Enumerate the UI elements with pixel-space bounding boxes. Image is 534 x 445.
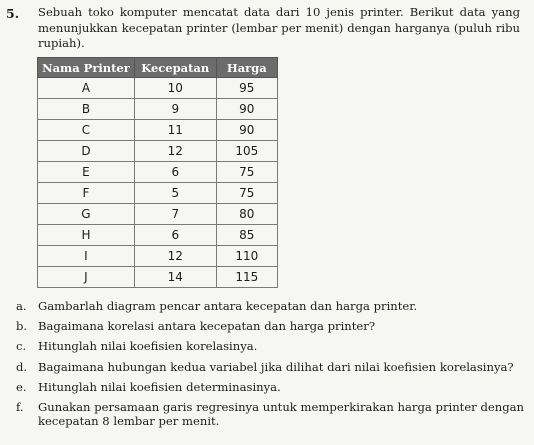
question-letter: e. <box>16 380 27 394</box>
printer-name-cell: A <box>38 78 135 99</box>
problem-number: 5. <box>6 6 20 21</box>
printer-name-cell: H <box>38 225 135 246</box>
speed-cell: 9 <box>134 99 216 120</box>
speed-cell: 7 <box>134 204 216 225</box>
printer-name-cell: C <box>38 120 135 141</box>
header-nama-printer: Nama Printer <box>38 58 135 78</box>
question-letter: c. <box>16 339 27 353</box>
speed-cell: 12 <box>134 246 216 267</box>
printer-name-cell: G <box>38 204 135 225</box>
table-row <box>38 120 278 141</box>
table-row <box>38 267 278 288</box>
table-header-row <box>38 58 278 78</box>
price-cell: 115 <box>216 267 277 288</box>
printer-name-cell: F <box>38 183 135 204</box>
data-table <box>37 57 278 288</box>
speed-cell: 6 <box>134 162 216 183</box>
table-row <box>38 246 278 267</box>
question-letter: d. <box>16 360 28 374</box>
price-cell: 95 <box>216 78 277 99</box>
table-row <box>38 99 278 120</box>
speed-cell: 12 <box>134 141 216 162</box>
question-text: Bagaimana korelasi antara kecepatan dan harga printer? <box>38 319 376 333</box>
speed-cell: 14 <box>134 267 216 288</box>
question-text: Gambarlah diagram pencar antara kecepatan dan harga printer. <box>38 299 418 313</box>
price-cell: 75 <box>216 183 277 204</box>
question-letter: a. <box>16 299 27 313</box>
question-text: Hitunglah nilai koefisien korelasinya. <box>38 339 258 353</box>
price-cell: 85 <box>216 225 277 246</box>
question-text: Bagaimana hubungan kedua variabel jika dilihat dari nilai koefisien korelasinya? <box>38 360 514 374</box>
question-text: Gunakan persamaan garis regresinya untuk memperkirakan harga printer dengan kecepatan 8 lembar per menit. <box>38 400 524 428</box>
price-cell: 90 <box>216 120 277 141</box>
printer-name-cell: D <box>38 141 135 162</box>
problem-intro: Sebuah toko komputer mencatat data dari 10 jenis printer. Berikut data yang menunjukkan kecepatan printer (lembar per menit) dengan harganya (puluh ribu rupiah). <box>38 5 520 50</box>
price-cell: 90 <box>216 99 277 120</box>
table-row <box>38 141 278 162</box>
speed-cell: 6 <box>134 225 216 246</box>
header-harga: Harga <box>216 58 277 78</box>
printer-name-cell: I <box>38 246 135 267</box>
speed-cell: 5 <box>134 183 216 204</box>
printer-name-cell: J <box>38 267 135 288</box>
table-row <box>38 78 278 99</box>
table-row <box>38 225 278 246</box>
price-cell: 75 <box>216 162 277 183</box>
printer-name-cell: E <box>38 162 135 183</box>
table-row <box>38 162 278 183</box>
table-row <box>38 204 278 225</box>
speed-cell: 11 <box>134 120 216 141</box>
table-row <box>38 183 278 204</box>
question-text: Hitunglah nilai koefisien determinasinya. <box>38 380 281 394</box>
header-kecepatan: Kecepatan <box>134 58 216 78</box>
question-letter: f. <box>16 400 24 414</box>
price-cell: 105 <box>216 141 277 162</box>
printer-name-cell: B <box>38 99 135 120</box>
price-cell: 80 <box>216 204 277 225</box>
question-letter: b. <box>16 319 28 333</box>
table-body <box>38 78 278 288</box>
speed-cell: 10 <box>134 78 216 99</box>
price-cell: 110 <box>216 246 277 267</box>
